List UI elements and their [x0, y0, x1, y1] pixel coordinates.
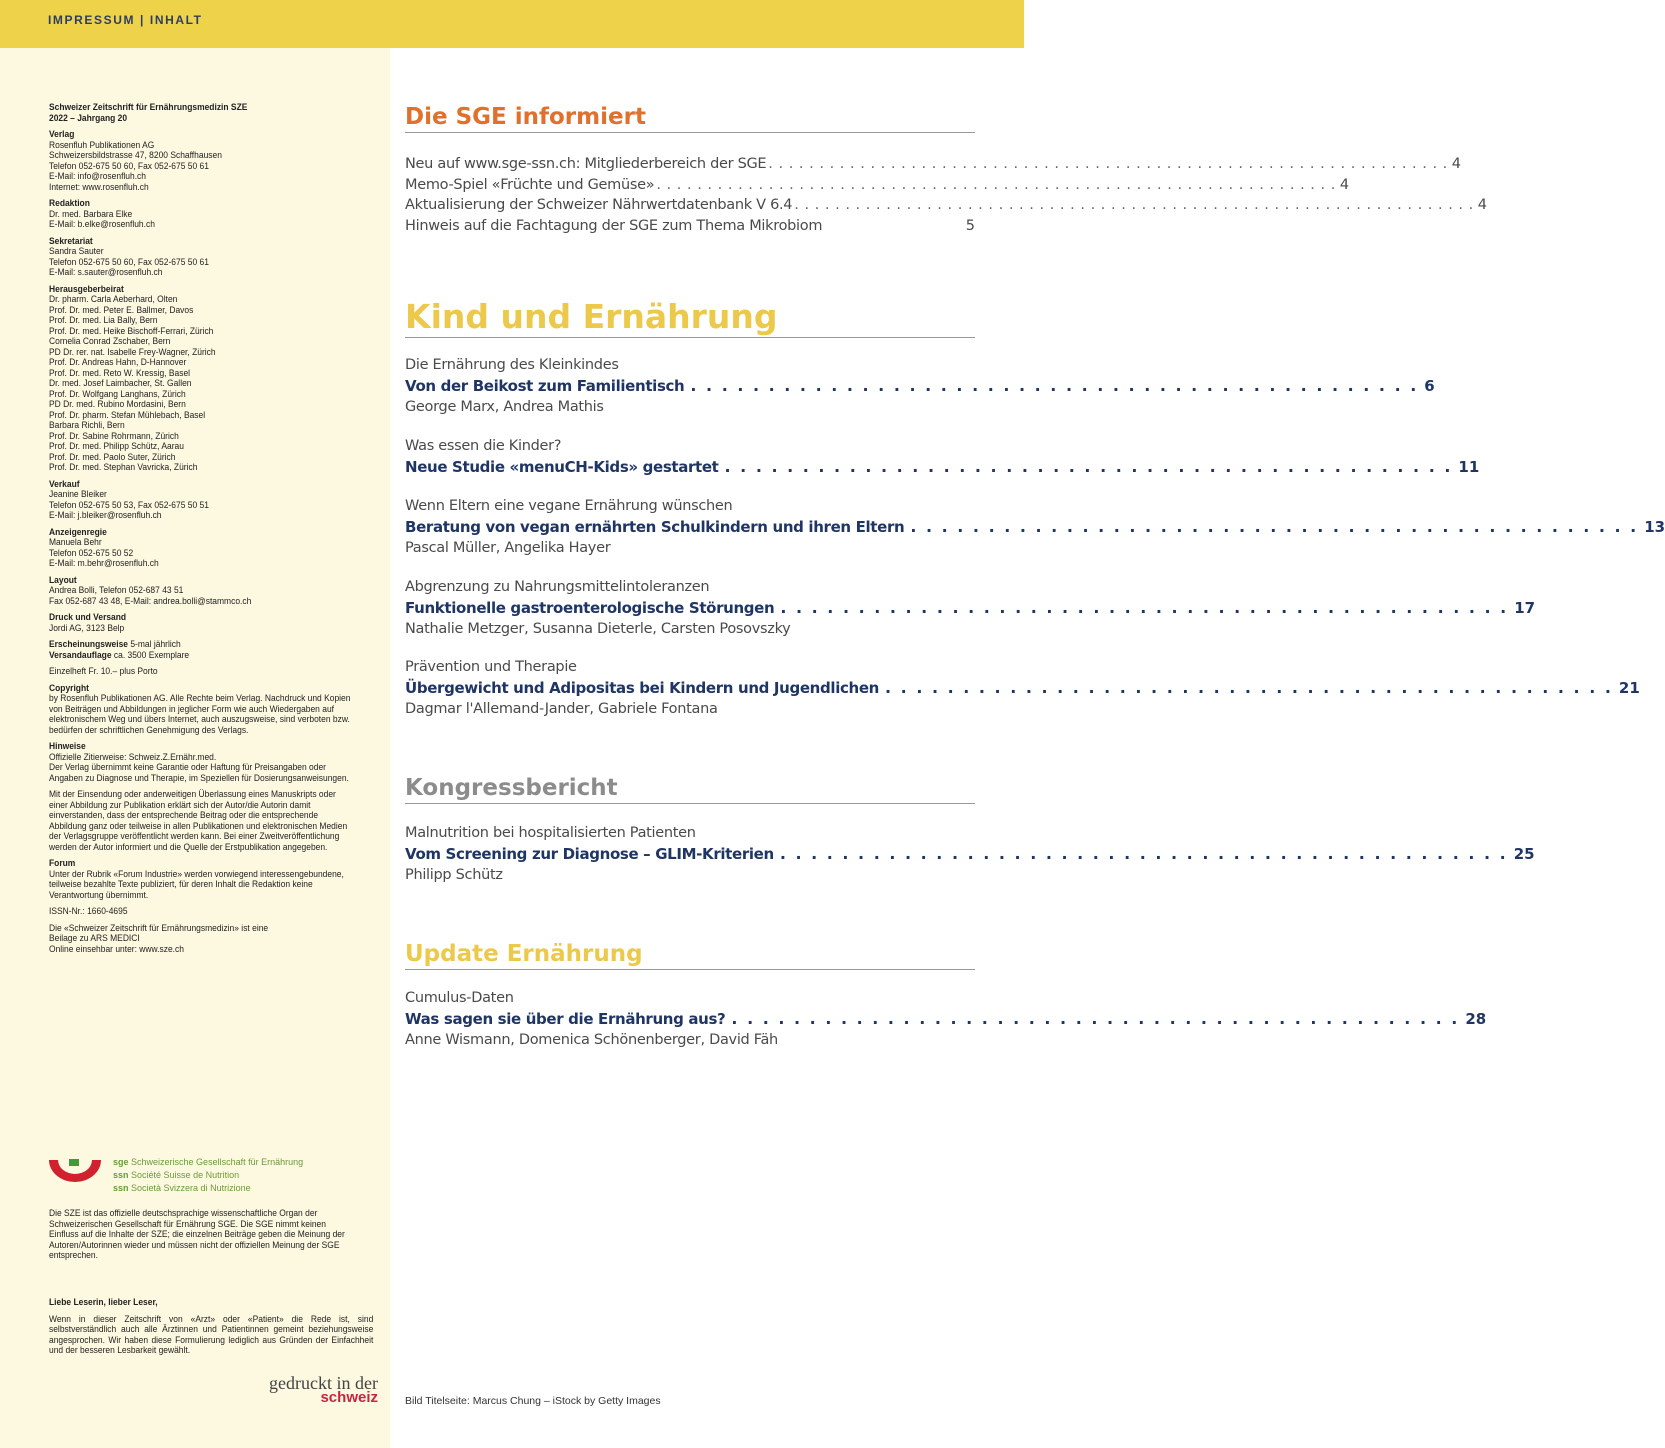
sge-logo	[47, 1156, 367, 1198]
article-authors: Anne Wismann, Domenica Schönenberger, David Fäh	[405, 1032, 778, 1048]
reader-head: Liebe Leserin, lieber Leser,	[49, 1297, 158, 1307]
leader-dots: . . . . . . . . . . . . . . . . . . . . . . . . . . . . . . . . . . . . . . . . . . . . . . .	[731, 1009, 1460, 1028]
erscheinung-block: Erscheinungsweise 5-mal jährlich Versandauflage ca. 3500 Exemplare	[49, 639, 190, 660]
verlag-block: Verlag Rosenfluh Publikationen AG Schweizersbildstrasse 47, 8200 Schaffhausen Telefon 052-675 50 60, Fax 052-675 50 61 E-Mail: info@rosenfluh.ch Internet: www.rosenfluh.ch	[49, 129, 222, 192]
section-title-sge: Die SGE informiert	[405, 102, 975, 133]
leader-dots: . . . . . . . . . . . . . . . . . . . . . . . . . . . . . . . . . . . . . . . . . . . . . . .	[690, 376, 1419, 395]
hinweis-block: Hinweise Offizielle Zitierweise: Schweiz.Z.Ernähr.med. Der Verlag übernimmt keine Garantie oder Haftung für Preisangaben oder Angaben zu Diagnose und Therapie, im Speziellen für Dosierungsanweisungen.	[49, 741, 349, 783]
section-title-kongress: Kongressbericht	[405, 773, 975, 804]
article-page: 21	[1618, 679, 1640, 697]
article-kicker: Abgrenzung zu Nahrungsmittelintoleranzen	[405, 579, 710, 595]
article-kicker: Die Ernährung des Kleinkindes	[405, 357, 619, 373]
toc-row[interactable]: Aktualisierung der Schweizer Nährwertdatenbank V 6.4 . . . . . . . . . . . . . . . . . . . . . . . . . . . . . . . . . . . . . . . . . . . . . . . . . . . . . . . . . . . . . . . . . . . 4	[405, 195, 975, 216]
article-page: 17	[1514, 599, 1536, 617]
article-authors: Nathalie Metzger, Susanna Dieterle, Carsten Posovszky	[405, 621, 791, 637]
verkauf-block: Verkauf Jeanine Bleiker Telefon 052-675 50 53, Fax 052-675 50 51 E-Mail: j.bleiker@rosenfluh.ch	[49, 478, 209, 520]
article-entry[interactable]	[405, 436, 1480, 478]
article-page: 11	[1458, 458, 1480, 476]
article-title: Beratung von vegan ernährten Schulkindern und ihren Eltern	[405, 518, 905, 536]
sge-logo-text: sge Schweizerische Gesellschaft für Ernährung ssn Société Suisse de Nutrition ssn Società Svizzera di Nutrizione	[113, 1157, 304, 1193]
leader-dots: . . . . . . . . . . . . . . . . . . . . . . . . . . . . . . . . . . . . . . . . . . . . . . .	[780, 598, 1509, 617]
cover-credit: Bild Titelseite: Marcus Chung – iStock by Getty Images	[405, 1395, 661, 1407]
toc-row[interactable]: Neu auf www.sge-ssn.ch: Mitgliederbereich der SGE . . . . . . . . . . . . . . . . . . . . . . . . . . . . . . . . . . . . . . . . . . . . . . . . . . . . . . . . . . . . . . . . . . . 4	[405, 154, 975, 175]
article-title: Funktionelle gastroenterologische Störungen	[405, 599, 775, 617]
impressum	[49, 102, 355, 960]
sekretariat-block: Sekretariat Sandra Sauter Telefon 052-675 50 60, Fax 052-675 50 61 E-Mail: s.sauter@rosenfluh.ch	[49, 235, 209, 277]
article-page: 6	[1424, 377, 1435, 395]
toc-row[interactable]: Memo-Spiel «Früchte und Gemüse» . . . . . . . . . . . . . . . . . . . . . . . . . . . . . . . . . . . . . . . . . . . . . . . . . . . . . . . . . . . . . . . . . . . 4	[405, 175, 975, 196]
leader-dots: . . . . . . . . . . . . . . . . . . . . . . . . . . . . . . . . . . . . . . . . . . . . . . .	[779, 844, 1508, 863]
article-authors: Pascal Müller, Angelika Hayer	[405, 540, 611, 556]
article-entry[interactable]	[405, 496, 1665, 559]
copyright-block: Copyright by Rosenfluh Publikationen AG. Alle Rechte beim Verlag. Nachdruck und Kopien von Beiträgen und Abbildungen in jeglicher Form wie auch Wiedergaben auf elektronischem Weg und übers Internet, auch auszugsweise, sind verboten bzw. bedürfen der schriftlichen Genehmigung des Verlags.	[49, 682, 351, 735]
article-kicker: Malnutrition bei hospitalisierten Patienten	[405, 825, 696, 841]
article-authors: Dagmar l'Allemand-Jander, Gabriele Fontana	[405, 701, 718, 717]
masthead: Schweizer Zeitschrift für Ernährungsmedizin SZE 2022 – Jahrgang 20	[49, 102, 248, 123]
reader-note	[49, 1297, 373, 1356]
sge-toc	[405, 154, 1487, 236]
layout-block: Layout Andrea Bolli, Telefon 052-687 43 51 Fax 052-687 43 48, E-Mail: andrea.bolli@stammco.ch	[49, 574, 252, 606]
anzeigen-block: Anzeigenregie Manuela Behr Telefon 052-675 50 52 E-Mail: m.behr@rosenfluh.ch	[49, 526, 159, 568]
issn: ISSN-Nr.: 1660-4695	[49, 906, 128, 916]
article-entry[interactable]	[405, 577, 1536, 640]
leader-dots: . . . . . . . . . . . . . . . . . . . . . . . . . . . . . . . . . . . . . . . . . . . . . . .	[724, 457, 1453, 476]
printed-in-switzerland-logo: gedruckt in der schweiz	[269, 1373, 378, 1406]
article-title: Was sagen sie über die Ernährung aus?	[405, 1010, 726, 1028]
article-title: Von der Beikost zum Familientisch	[405, 377, 685, 395]
article-kicker: Prävention und Therapie	[405, 659, 577, 675]
article-page: 28	[1465, 1010, 1487, 1028]
top-banner	[0, 0, 1024, 48]
forum-block: Forum Unter der Rubrik «Forum Industrie» werden vorwiegend interessengebundene, teilweise bezahlte Texte publiziert, für deren Inhalt die Redaktion keine Verantwortung übernimmt.	[49, 858, 344, 900]
article-entry[interactable]	[405, 823, 1535, 886]
redaktion-block: Redaktion Dr. med. Barbara Elke E-Mail: b.elke@rosenfluh.ch	[49, 198, 155, 229]
article-title: Neue Studie «menuCH-Kids» gestartet	[405, 458, 719, 476]
reader-text: Wenn in dieser Zeitschrift von «Arzt» oder «Patient» die Rede ist, sind selbstverständlich auch alle Ärztinnen und Patientinnen gemeint beziehungsweise angesprochen. Wir haben diese Formulierung lediglich aus Gründen der Einfachheit und der besseren Lesbarkeit gewählt.	[49, 1313, 374, 1355]
article-entry[interactable]	[405, 657, 1640, 720]
leader-dots: . . . . . . . . . . . . . . . . . . . . . . . . . . . . . . . . . . . . . . . . . . . . . . . . . . . . . . . . . . . . . . . . . . .	[768, 156, 1448, 172]
leader-dots: . . . . . . . . . . . . . . . . . . . . . . . . . . . . . . . . . . . . . . . . . . . . . . . . . . . . . . . . . . . . . . . . . . .	[794, 197, 1474, 213]
article-kicker: Was essen die Kinder?	[405, 438, 562, 454]
beirat-block: Herausgeberbeirat Dr. pharm. Carla Aeberhard, Olten Prof. Dr. med. Peter E. Ballmer, Davos Prof. Dr. med. Lia Bally, Bern Prof. Dr. med. Heike Bischoff-Ferrari, Zürich Cornelia Conrad Zschaber, Bern PD Dr. rer. nat. Isabelle Frey-Wagner, Zürich Prof. Dr. Andreas Hahn, D-Hannover Prof. Dr. med. Reto W. Kressig, Basel Dr. med. Josef Laimbacher, St. Gallen Prof. Dr. Wolfgang Langhans, Zürich PD Dr. med. Rubino Mordasini, Bern Prof. Dr. pharm. Stefan Mühlebach, Basel Barbara Richli, Bern Prof. Dr. Sabine Rohrmann, Zürich Prof. Dr. med. Philipp Schütz, Aarau Prof. Dr. med. Paolo Suter, Zürich Prof. Dr. med. Stephan Vavricka, Zürich	[49, 283, 216, 472]
article-page: 25	[1513, 845, 1535, 863]
sge-note: Die SZE ist das offizielle deutschsprachige wissenschaftliche Organ der Schweizerischen Gesellschaft für Ernährung SGE. Die SGE nimmt keinen Einfluss auf die Inhalte der SZE; die einzelnen Beiträge geben die Meinung der Autoren/Autorinnen wieder und müssen nicht der offiziellen Meinung der SGE entsprechen.	[49, 1208, 345, 1260]
toc-row[interactable]: Hinweis auf die Fachtagung der SGE zum Thema Mikrobiom 5	[405, 217, 975, 234]
article-title: Übergewicht und Adipositas bei Kindern und Jugendlichen	[405, 679, 880, 697]
sge-logo-icon	[47, 1156, 103, 1184]
article-kicker: Wenn Eltern eine vegane Ernährung wünschen	[405, 498, 733, 514]
section-title-kind: Kind und Ernährung	[405, 297, 975, 338]
article-entry[interactable]	[405, 988, 1487, 1051]
article-kicker: Cumulus-Daten	[405, 990, 514, 1006]
section-title-update: Update Ernährung	[405, 939, 975, 970]
article-entry[interactable]	[405, 355, 1435, 418]
hinweis-manuskript: Mit der Einsendung oder anderweitigen Überlassung eines Manuskripts oder einer Abbildung zur Publikation erklärt sich der Autor/die Autorin damit einverstanden, dass der entsprechende Beitrag oder die entsprechende Abbildung ganz oder teilweise in allen Publikationen und elektronischen Medien der Verlagsgruppe veröffentlicht werden kann. Bei einer Zweitveröffentlichung werden der Autor informiert und die Quelle der Erstpublikation angegeben.	[49, 789, 348, 852]
article-page: 13	[1644, 518, 1665, 536]
einzelheft: Einzelheft Fr. 10.– plus Porto	[49, 666, 158, 676]
leader-dots: . . . . . . . . . . . . . . . . . . . . . . . . . . . . . . . . . . . . . . . . . . . . . . .	[885, 678, 1613, 697]
article-authors: Philipp Schütz	[405, 867, 503, 883]
beilage-block: Die «Schweizer Zeitschrift für Ernährungsmedizin» ist eine Beilage zu ARS MEDICI Online einsehbar unter: www.sze.ch	[49, 922, 269, 954]
leader-dots: . . . . . . . . . . . . . . . . . . . . . . . . . . . . . . . . . . . . . . . . . . . . . . .	[910, 517, 1639, 536]
leader-dots: . . . . . . . . . . . . . . . . . . . . . . . . . . . . . . . . . . . . . . . . . . . . . . . . . . . . . . . . . . . . . . . . . . .	[656, 176, 1336, 193]
section-label: IMPRESSUM | INHALT	[48, 13, 203, 27]
article-authors: George Marx, Andrea Mathis	[405, 399, 604, 415]
druck-block: Druck und Versand Jordi AG, 3123 Belp	[49, 612, 127, 633]
article-title: Vom Screening zur Diagnose – GLIM-Kriterien	[405, 845, 774, 863]
